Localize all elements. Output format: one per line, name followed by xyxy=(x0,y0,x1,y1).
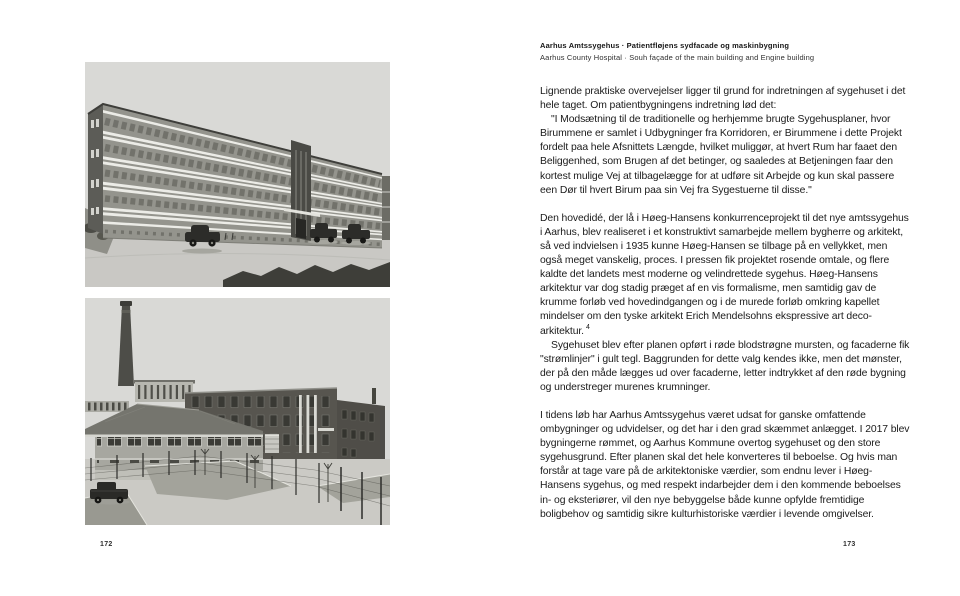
stair-block xyxy=(265,435,279,453)
paragraph-itidenslob: I tidens løb har Aarhus Amtssygehus været udsat for ganske omfattende ombygninger og udvidelser, og det har i den grad skæmmet anlægget. I 2017 blev bygningerne rømmet, og Aarhus Kommune overtog sygehuset og den store sygehusgrund. Efter planen skal det hele konverteres til beboelse. Og hvis man forstår at tage vare på de arkitektoniske værdier, som endnu lever i Høeg-Hansens sygehus, og med respekt indarbejder dem i den kommende beboelses in- og eksteriører, vil den nye bebyggelse både kunne opfylde fremtidige boligbehov og samtidig sikre kulturhistoriske værdier i levende omgivelser. xyxy=(540,409,910,520)
photo-caption xyxy=(540,41,940,64)
eave-fascia xyxy=(85,435,263,438)
far-wing-sliver xyxy=(382,176,390,240)
engine-building-photo-illustration xyxy=(85,298,390,525)
gable-end xyxy=(88,104,103,234)
page-number-left: 172 xyxy=(100,541,113,548)
right-wing xyxy=(337,400,385,464)
paragraph-stromlinjer: Sygehuset blev efter planen opført i røde blodstrøgne mursten, og facaderne fik "strømlinjer" i gult tegl. Baggrunden for dette valg kendes ikke, men det mønster, der på den måde lægges ud over facaderne, letter indtrykket af den røde bygning og understreger murenes krumninger. xyxy=(540,339,910,393)
paragraph-intro: Lignende praktiske overvejelser ligger til grund for indretningen af sygehuset i det hele taget. Om patientbygningens indretning lød det: xyxy=(540,86,906,112)
photo-patient-wing-south-facade xyxy=(85,62,390,287)
page-number-right: 173 xyxy=(843,541,856,548)
paragraph-quote: "I Modsætning til de traditionelle og herhjemme brugte Sygehusplaner, hvor Birummene er samlet i Udbygninger fra Korridoren, er Birummene i dette Projekt fordelt paa hele Afsnittets Længde, hvilket muliggør, at hvert Rum har faaet den Beliggenhed, som Brugen af det betinger, og saaledes at Betjeningen faar den kortest mulige Vej at tilbagelægge for at udføre sit Arbejde og kun skal passere een Dør til hvert Birum paa sin Vej fra Sygestuerne til disse." xyxy=(540,114,902,196)
photo-engine-building xyxy=(85,298,390,525)
caption-danish: Aarhus Amtssygehus · Patientfløjens sydfacade og maskinbygning xyxy=(540,41,790,50)
patient-wing-photo-illustration xyxy=(85,62,390,287)
body-text-column xyxy=(540,85,910,522)
caption-english: Aarhus County Hospital · Souh façade of the main building and Engine building xyxy=(540,52,815,62)
small-chimney xyxy=(372,388,376,404)
footnote-marker: 4 xyxy=(585,324,590,332)
entrance-door xyxy=(296,218,306,239)
paragraph-hovedide xyxy=(540,212,910,339)
paragraph-hovedide-text: Den hovedidé, der lå i Høeg-Hansens konkurrenceprojekt til det nye amtssygehus i Aarhus, blev realiseret i et konstruktivt samarbejde mellem bygherre og arkitekt, så ved indvielsen i 1935 kunne Høeg-Hansen se tilbage på en vellykket, men også meget vanskelig, proces. I pressen fik projektet rosende omtale, og flere kaldte det landets mest moderne og velindrettede sygehus. Høeg-Hansens arkitektur var dog stadig præget af en vis formalisme, men samtidig gav de krumme forløb ved hovedindgangen og i de murede forløb omkring kapellet mindelser om den tyske arkitekt Erich Mendelsohns ekspressive art deco-arkitektur. xyxy=(540,212,909,337)
